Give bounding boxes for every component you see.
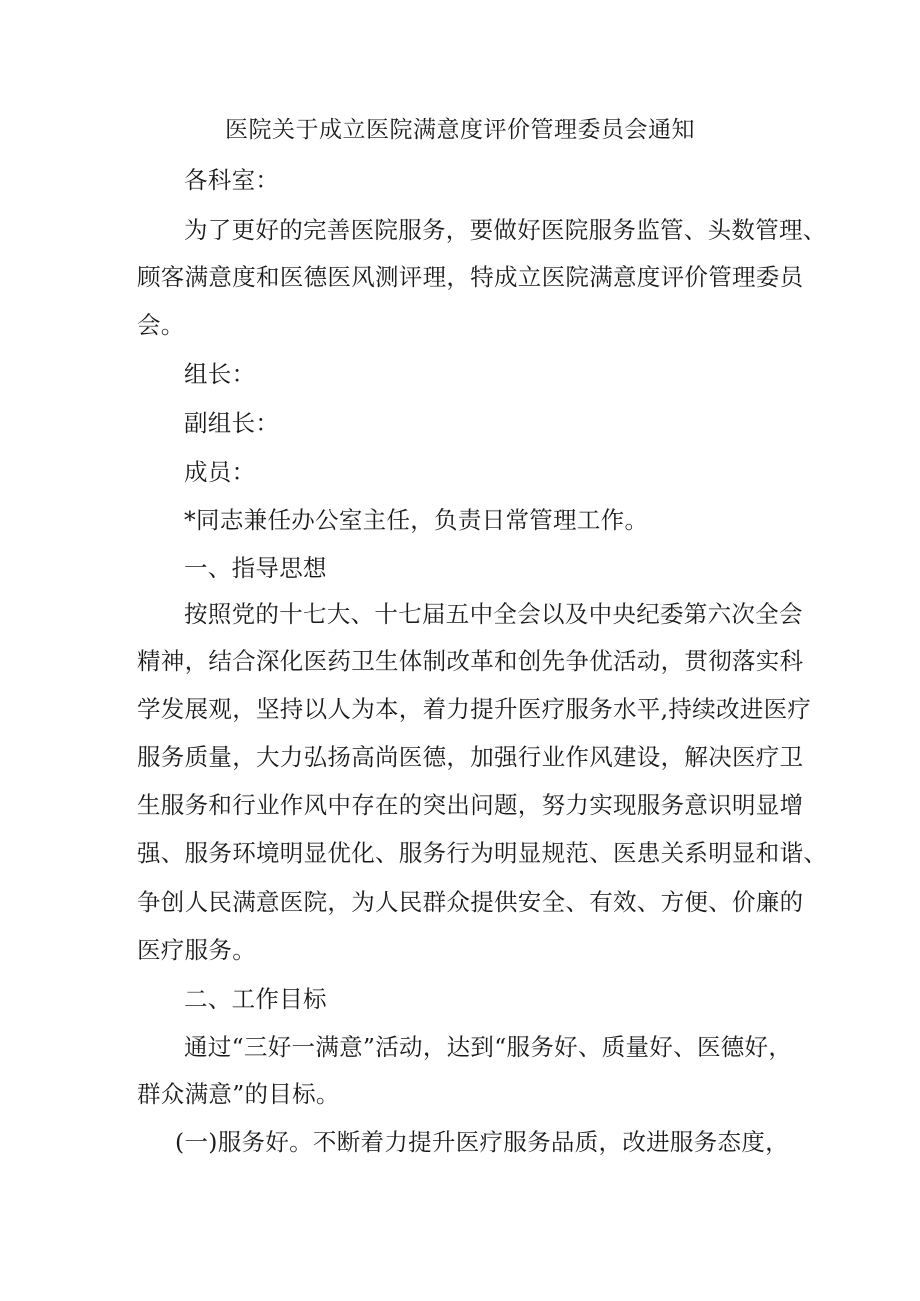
section1-heading: 一、指导思想 [184,554,327,582]
vice-leader-label: 副组长： [184,409,280,437]
section1-line: 服务质量，大力弘扬高尚医德，加强行业作风建设，解决医疗卫 [137,743,804,771]
office-note: *同志兼任办公室主任，负责日常管理工作。 [184,506,649,534]
section1-line: 精神，结合深化医药卫生体制改革和创先争优活动，贯彻落实科 [137,647,804,675]
document-title: 医院关于成立医院满意度评价管理委员会通知 [225,117,695,143]
intro-line: 为了更好的完善医院服务，要做好医院服务监管、头数管理、 [184,216,827,244]
section2-sub1: (一)服务好。不断着力提升医疗服务品质，改进服务态度， [175,1128,789,1156]
section1-line: 生服务和行业作风中存在的突出问题，努力实现服务意识明显增 [137,791,804,819]
members-label: 成员： [184,458,256,486]
section2-line: 群众满意”的目标。 [137,1080,340,1108]
section1-line: 争创人民满意医院，为人民群众提供安全、有效、方便、价廉的 [137,888,804,916]
leader-label: 组长： [184,360,256,388]
section2-line: 通过“三好一满意”活动，达到“服务好、质量好、医德好， [184,1033,793,1061]
section1-line: 强、服务环境明显优化、服务行为明显规范、医患关系明显和谐、 [137,839,828,867]
section2-heading: 二、工作目标 [184,985,327,1013]
salutation: 各科室： [184,166,280,194]
section1-line: 学发展观，坚持以人为本，着力提升医疗服务水平,持续改进医疗 [137,695,812,723]
section1-line: 医疗服务。 [137,936,256,964]
section1-line: 按照党的十七大、十七届五中全会以及中央纪委第六次全会 [184,600,803,628]
intro-line: 顾客满意度和医德医风测评理，特成立医院满意度评价管理委员 [137,263,804,291]
intro-line: 会。 [137,311,185,339]
